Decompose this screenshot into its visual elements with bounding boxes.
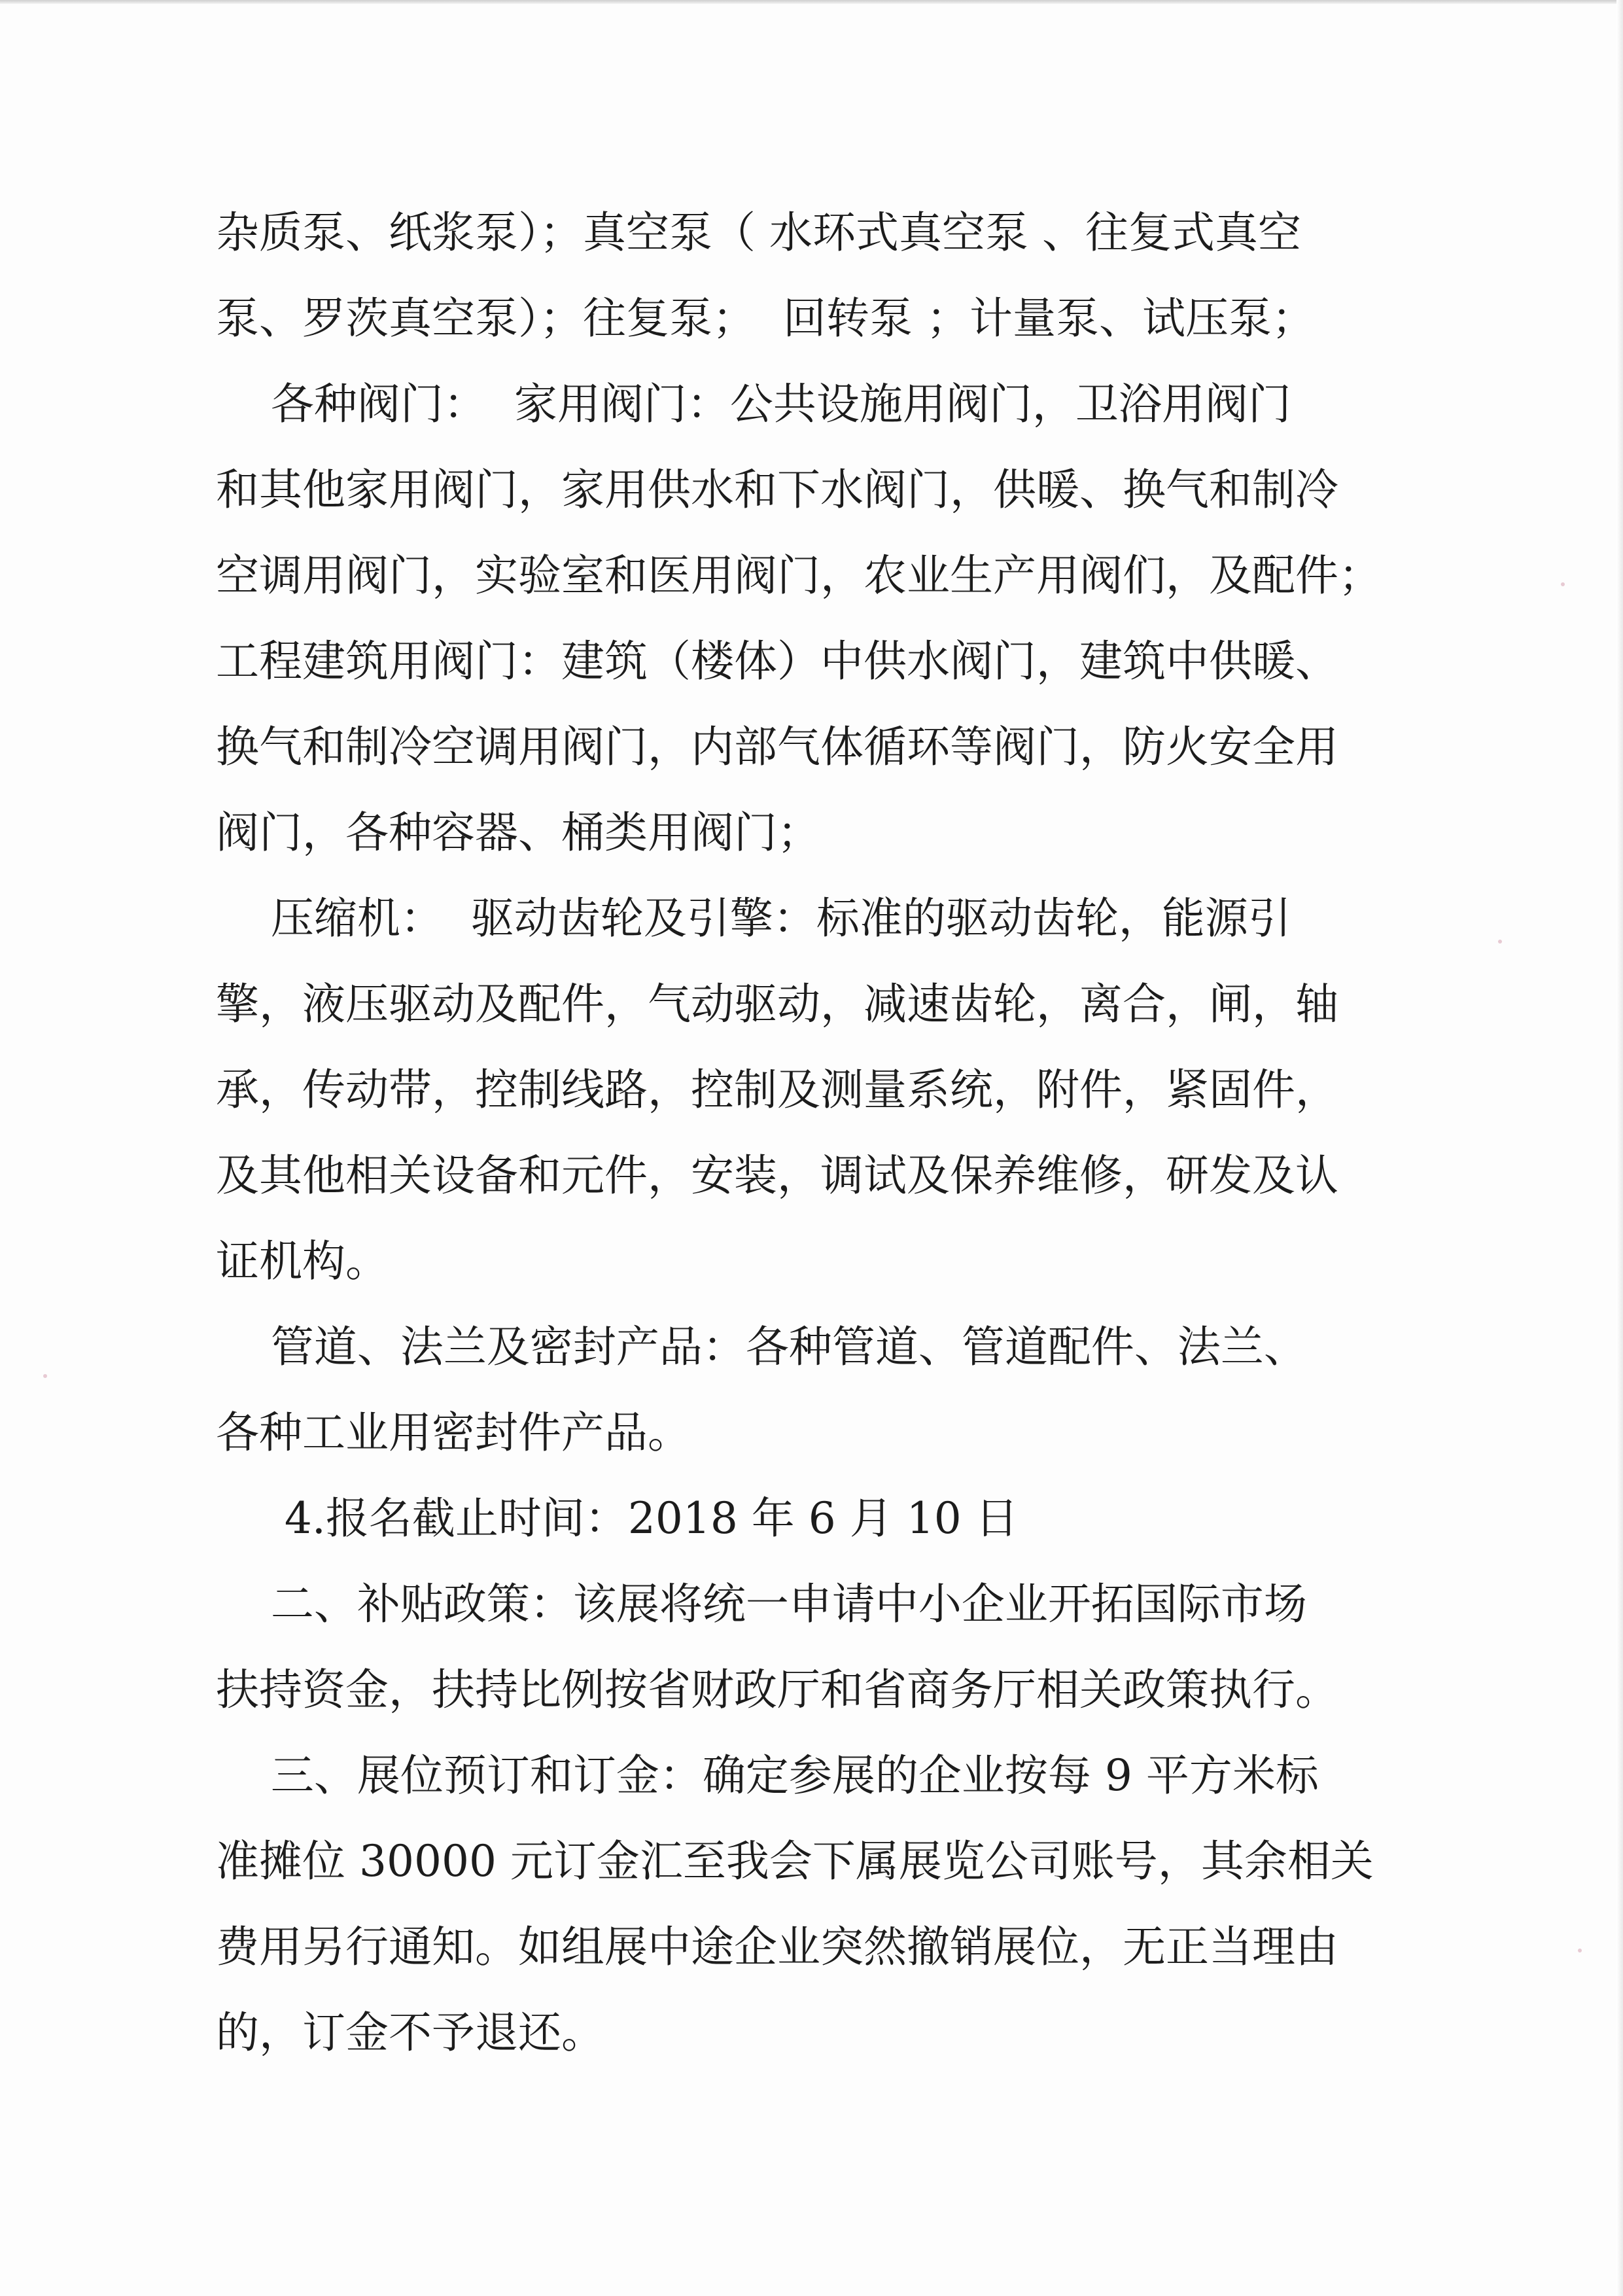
text-line: 的，订金不予退还。: [216, 2007, 604, 2058]
text-line: 准摊位 30000 元订金汇至我会下属展览公司账号，其余相关: [216, 1836, 1374, 1886]
text-line: 费用另行通知。如组展中途企业突然撤销展位，无正当理由: [216, 1922, 1338, 1972]
text-line: 和其他家用阀门，家用供水和下水阀门，供暖、换气和制冷: [216, 465, 1338, 515]
scan-speck: [1578, 1949, 1582, 1952]
text-line: 阀门，各种容器、桶类用阀门；: [216, 807, 820, 858]
scan-speck: [43, 1374, 47, 1378]
text-line: 管道、法兰及密封产品：各种管道、管道配件、法兰、: [216, 1322, 1307, 1372]
scan-speck: [1561, 582, 1565, 586]
scan-right-edge: [1616, 0, 1623, 2296]
text-line: 证机构。: [216, 1236, 389, 1286]
text-line: 三、展位预订和订金：确定参展的企业按每 9 平方米标: [216, 1750, 1319, 1801]
text-line: 泵、罗茨真空泵）；往复泵； 回转泵 ；计量泵、试压泵；: [216, 293, 1315, 344]
text-line: 工程建筑用阀门：建筑（楼体）中供水阀门，建筑中供暖、: [216, 636, 1338, 686]
document-body: [216, 190, 1413, 2075]
text-line: 换气和制冷空调用阀门，内部气体循环等阀门，防火安全用: [216, 722, 1338, 772]
text-line: 二、补贴政策：该展将统一申请中小企业开拓国际市场: [216, 1579, 1307, 1629]
text-line: 各种阀门： 家用阀门：公共设施用阀门，卫浴用阀门: [216, 379, 1291, 429]
text-line: 承，传动带，控制线路，控制及测量系统，附件，紧固件，: [216, 1065, 1338, 1115]
text-line: 各种工业用密封件产品。: [216, 1407, 691, 1458]
text-line: 4.报名截止时间：2018 年 6 月 10 日: [216, 1493, 1019, 1544]
text-line: 及其他相关设备和元件，安装，调试及保养维修，研发及认: [216, 1150, 1338, 1201]
text-line: 压缩机： 驱动齿轮及引擎：标准的驱动齿轮，能源引: [216, 893, 1291, 944]
scan-top-edge: [0, 0, 1623, 4]
text-line: 空调用阀门，实验室和医用阀门，农业生产用阀们，及配件；: [216, 550, 1382, 601]
text-line: 擎，液压驱动及配件，气动驱动，减速齿轮，离合，闸，轴: [216, 979, 1338, 1029]
scan-speck: [1498, 940, 1502, 944]
text-line: 扶持资金，扶持比例按省财政厅和省商务厅相关政策执行。: [216, 1665, 1338, 1715]
text-line: 杂质泵、纸浆泵）；真空泵（ 水环式真空泵 、往复式真空: [216, 207, 1301, 258]
